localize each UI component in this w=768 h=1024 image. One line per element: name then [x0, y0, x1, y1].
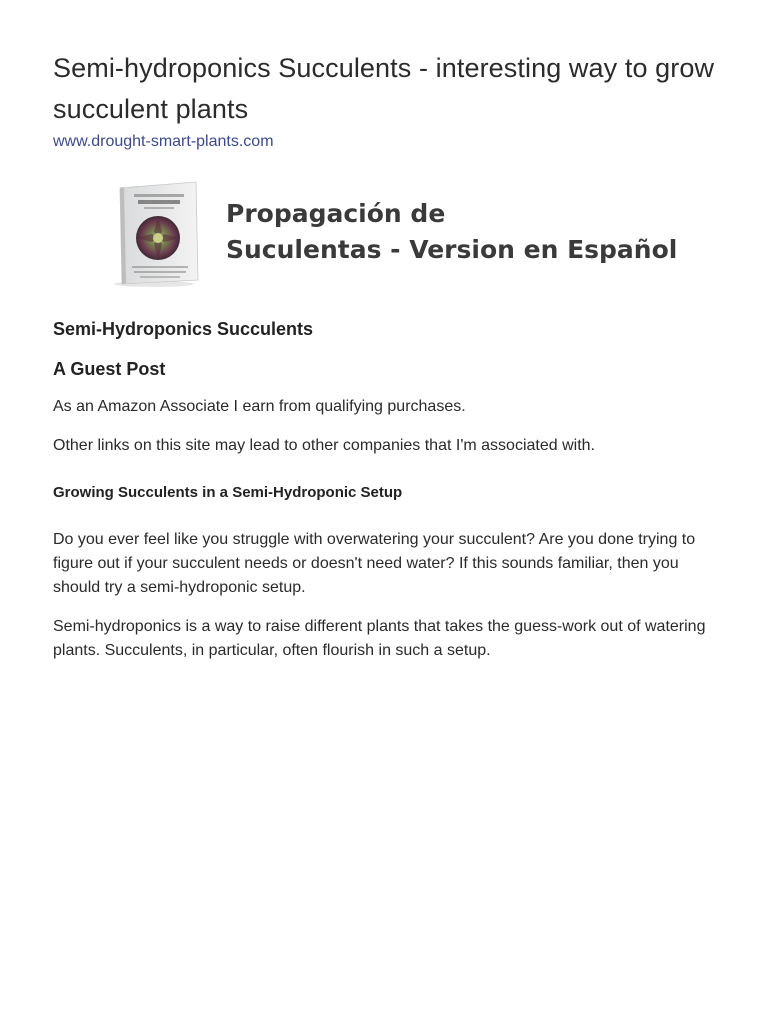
article-page [53, 48, 723, 663]
banner-text-line-2: Suculentas - Version en Español [226, 235, 678, 264]
article-heading: Semi-Hydroponics Succulents [53, 319, 314, 339]
book-banner[interactable] [53, 180, 723, 298]
section-heading: Growing Succulents in a Semi-Hydroponic Setup [53, 484, 403, 501]
source-link[interactable]: www.drought-smart-plants.com [53, 133, 274, 150]
affiliate-disclosure: As an Amazon Associate I earn from qualifying purchases. [53, 398, 466, 415]
article-subheading: A Guest Post [53, 359, 166, 379]
page-title: Semi-hydroponics Succulents - interesting way to grow succulent plants [53, 53, 715, 124]
links-disclosure: Other links on this site may lead to other companies that I'm associated with. [53, 437, 595, 454]
book-cover-image [110, 180, 200, 288]
banner-text-line-1: Propagación de [226, 199, 446, 228]
paragraph-2: Semi-hydroponics is a way to raise different plants that takes the guess-work out of watering plants. Succulents, in particular, often flourish in such a setup. [53, 618, 706, 659]
paragraph-1: Do you ever feel like you struggle with overwatering your succulent? Are you done trying to figure out if your succulent needs or doesn't need water? If this sounds familiar, then you should try a semi-hydroponic setup. [53, 531, 696, 596]
banner-text [226, 196, 677, 268]
